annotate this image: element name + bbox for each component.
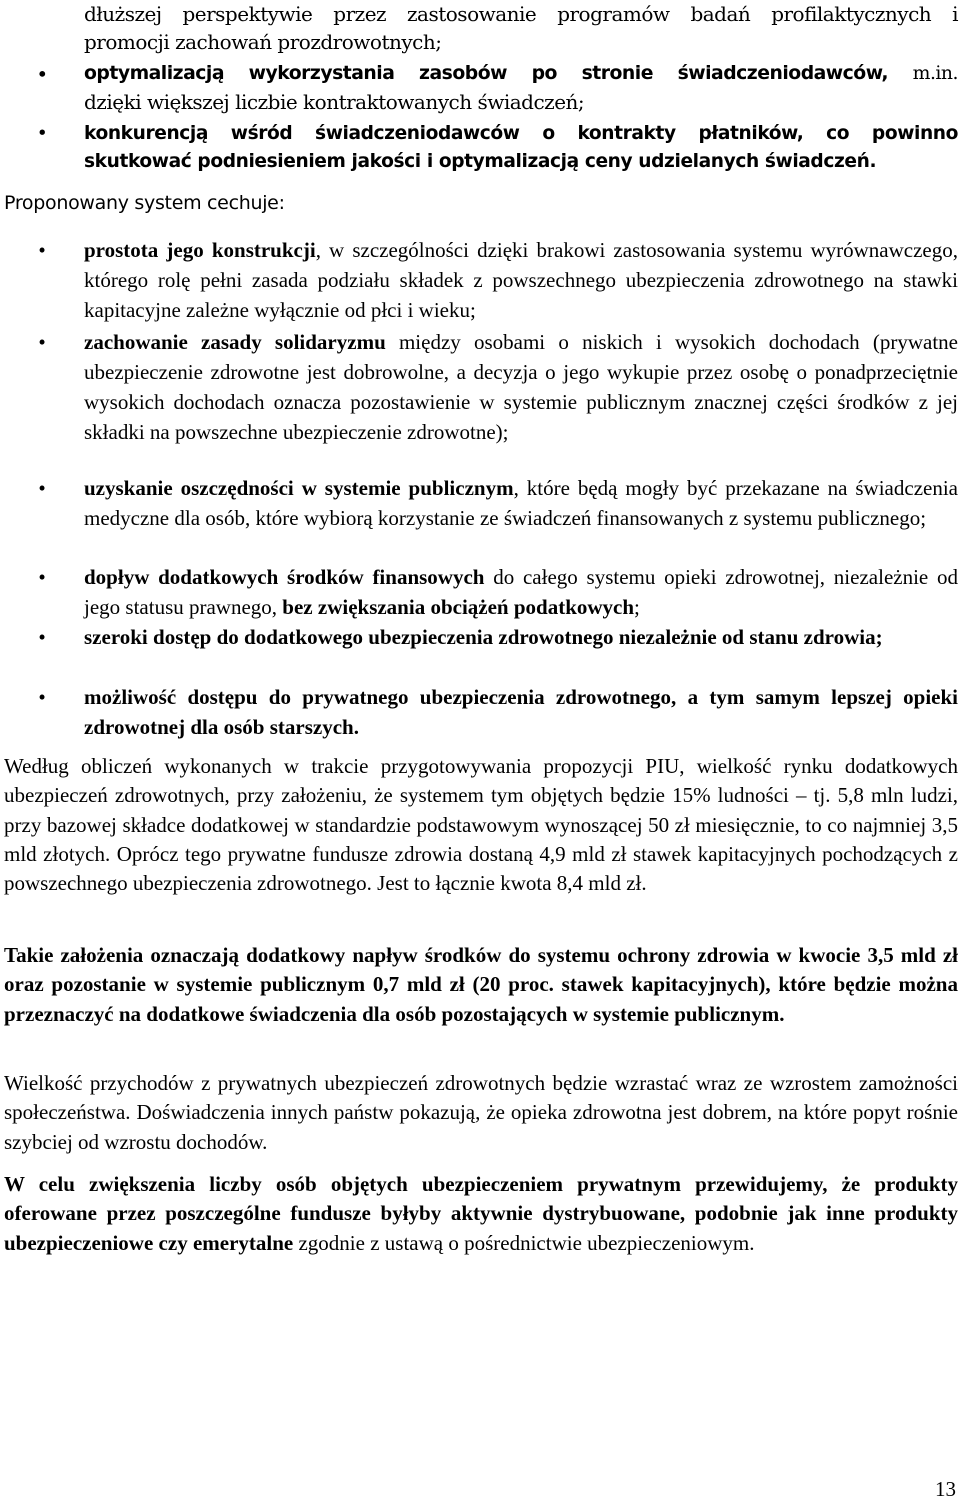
list-item-text: dłuższej perspektywie przez zastosowanie programów badań profilaktycznych i [84,2,958,26]
list-item-bold: szeroki dostęp do dodatkowego ubezpieczenia zdrowotnego niezależnie od stanu zdrowia; [84,625,883,649]
list-item [0,562,958,622]
paragraph-bold: W celu zwiększenia liczby osób objętych ubezpieczeniem prywatnym przewidujemy, że produkty oferowane przez poszczególne fundusze byłyby aktywnie dystrybuowane, podobnie jak inne produkty ubezpieczeniowe czy emerytalne [4,1172,958,1255]
list-item-text: dzięki większej liczbie kontraktowanych świadczeń; [84,90,585,114]
paragraph-text: zgodnie z ustawą o pośrednictwie ubezpieczeniowym. [293,1230,755,1255]
list-item [0,120,958,176]
bullet-icon: • [38,238,46,262]
list-item [0,60,958,116]
bullet-icon: • [38,565,46,589]
bullet-icon: • [36,62,48,86]
list-item-text: , które będą mogły być przekazane na świadczenia medyczne dla osób, które wybiorą korzystanie ze świadczeń finansowanych z systemu publicznego; [84,476,958,530]
section-heading: Proponowany system cechuje: [4,192,285,214]
list-item-text: optymalizacją wykorzystania zasobów po stronie świadczeniodawców, m.in. [84,63,958,84]
paragraph: Takie założenia oznaczają dodatkowy napływ środków do systemu ochrony zdrowia w kwocie 3,5 mld zł oraz pozostanie w systemie publicznym 0,7 mld zł (20 proc. stawek kapitacyjnych), które będzie można przeznaczyć na dodatkowe świadczenia dla osób pozostających w systemie publicznym. [4,943,958,1026]
list-item [0,0,958,56]
page-number: 13 [935,1477,956,1501]
list-item-text: do całego systemu opieki zdrowotnej, niezależnie od jego statusu prawnego, [84,565,958,619]
list-item [0,235,958,325]
list-item-text: , w szczególności dzięki brakowi zastosowania systemu wyrównawczego, którego rolę pełni zasada podziału składek z powszechnego ubezpieczenia zdrowotnego na stawki kapitacyjne zależne wyłącznie od płci i wieku; [84,238,958,322]
list-item-bold: zachowanie zasady solidaryzmu [84,330,386,354]
list-item-text: między osobami o niskich i wysokich dochodach (prywatne ubezpieczenie zdrowotne jest dobrowolne, a decyzja o jego wykupie przez osobę o ponadprzeciętnie wysokich dochodach oznacza pozostawienie w systemie publicznym znacznej części środków z jej składki na powszechne ubezpieczenie zdrowotne); [84,330,958,444]
bullet-icon: • [36,123,48,144]
paragraph: Wielkość przychodów z prywatnych ubezpieczeń zdrowotnych będzie wzrastać wraz ze wzrostem zamożności społeczeństwa. Doświadczenia innych państw pokazują, że opieka zdrowotna jest dobrem, na które popyt rośnie szybciej od wzrostu dochodów. [4,1071,958,1154]
list-item-bold: dopływ dodatkowych środków finansowych [84,565,485,589]
list-item-bold: bez zwiększania obciążeń podatkowych [282,595,635,619]
list-item [0,622,958,652]
bullet-icon: • [38,685,46,709]
list-item-text: konkurencją wśród świadczeniodawców o kontrakty płatników, co powinno [84,123,958,144]
bullet-icon: • [38,625,46,649]
bullet-icon: • [38,330,46,354]
list-item-text: promocji zachowań prozdrowotnych; [84,30,442,54]
paragraph: Według obliczeń wykonanych w trakcie przygotowywania propozycji PIU, wielkość rynku dodatkowych ubezpieczeń zdrowotnych, przy założeniu, że systemem tym objętych będzie 15% ludności – tj. 5,8 mln ludzi, przy bazowej składce dodatkowej w standardzie podstawowym wynoszącej 50 zł miesięcznie, to co najmniej 3,5 mld złotych. Oprócz tego prywatne fundusze zdrowia dostaną 4,9 mld zł stawek kapitacyjnych pochodzących z powszechnego ubezpieczenia zdrowotnego. Jest to łącznie kwota 8,4 mld zł. [4,754,958,896]
list-item [0,682,958,742]
list-item-bold: uzyskanie oszczędności w systemie publicznym [84,476,514,500]
list-item [0,327,958,447]
paragraph [4,1170,958,1258]
list-item-text: skutkować podniesieniem jakości i optymalizacją ceny udzielanych świadczeń. [84,151,877,172]
list-item-text: ; [634,595,640,619]
list-item-bold: możliwość dostępu do prywatnego ubezpieczenia zdrowotnego, a tym samym lepszej opieki zdrowotnej dla osób starszych. [84,685,958,739]
bullet-icon: • [38,476,46,500]
list-item-bold: prostota jego konstrukcji [84,238,316,262]
list-item [0,473,958,533]
